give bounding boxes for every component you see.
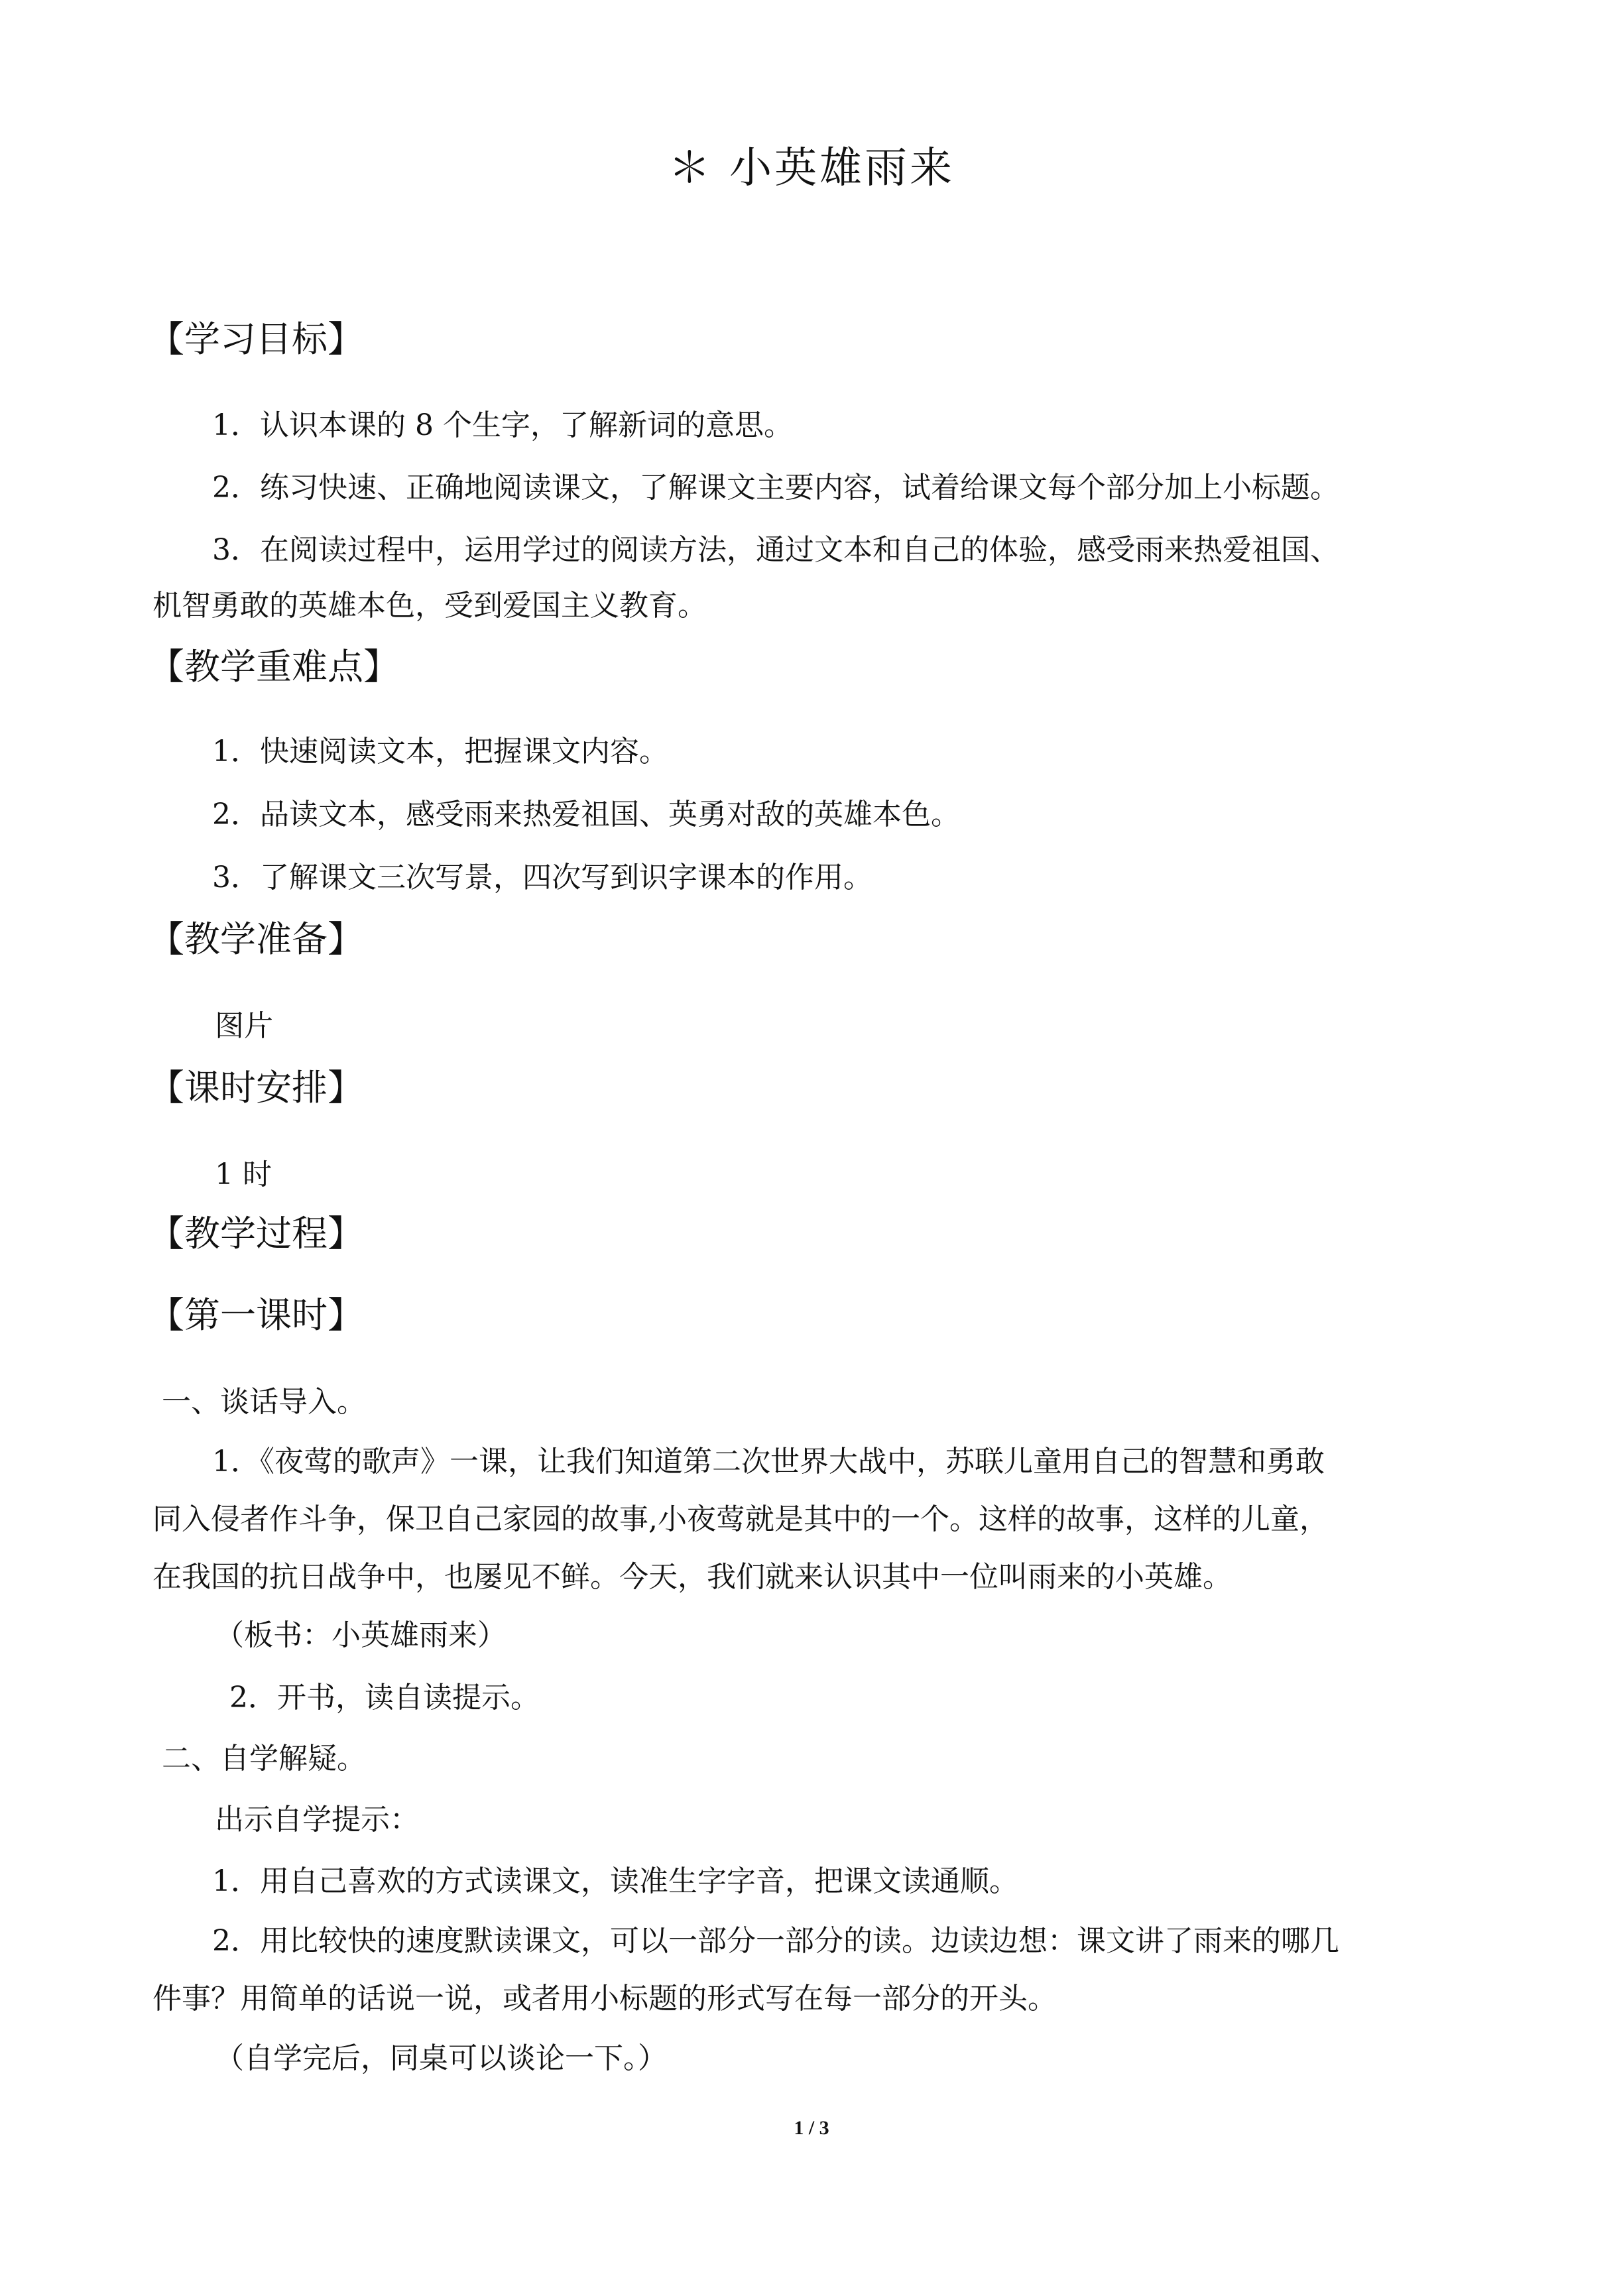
key-point-item-2: 2．品读文本，感受雨来热爱祖国、英勇对敌的英雄本色。 <box>212 798 960 831</box>
goal-item-3: 3．在阅读过程中，运用学过的阅读方法，通过文本和自己的体验，感受雨来热爱祖国、 <box>212 533 1339 567</box>
document-title: ＊ 小英雄雨来 <box>668 144 955 193</box>
schedule-text: 1 时 <box>215 1158 272 1191</box>
section-heading-goals: 【学习目标】 <box>149 318 363 360</box>
lesson1-paragraph-line-3: 在我国的抗日战争中，也屡见不鲜。今天，我们就来认识其中一位叫雨来的小英雄。 <box>152 1560 1232 1594</box>
lesson1-paragraph-line-1: 1．《夜莺的歌声》一课，让我们知道第二次世界大战中，苏联儿童用自己的智慧和勇敢 <box>212 1445 1325 1479</box>
lesson1-step-1: 一、谈话导入。 <box>162 1385 366 1419</box>
key-point-item-3: 3．了解课文三次写景，四次写到识字课本的作用。 <box>212 861 872 894</box>
section-heading-preparation: 【教学准备】 <box>149 918 363 960</box>
self-study-item-2-continued: 件事？用简单的话说一说，或者用小标题的形式写在每一部分的开头。 <box>152 1982 1057 2016</box>
lesson1-paragraph-line-2: 同入侵者作斗争，保卫自己家园的故事,小夜莺就是其中的一个。这样的故事，这样的儿童， <box>152 1502 1329 1536</box>
section-heading-key-points: 【教学重难点】 <box>149 646 399 688</box>
section-heading-schedule: 【课时安排】 <box>149 1067 363 1109</box>
goal-item-2: 2．练习快速、正确地阅读课文，了解课文主要内容，试着给课文每个部分加上小标题。 <box>212 471 1339 505</box>
self-study-item-1: 1．用自己喜欢的方式读课文，读准生字字音，把课文读通顺。 <box>212 1864 1018 1898</box>
board-note: （板书：小英雄雨来） <box>215 1618 507 1652</box>
self-study-item-2: 2．用比较快的速度默读课文，可以一部分一部分的读。边读边想：课文讲了雨来的哪几 <box>212 1924 1339 1958</box>
section-heading-lesson1: 【第一课时】 <box>149 1294 363 1336</box>
lesson1-step-1-2: 2．开书，读自读提示。 <box>229 1681 540 1715</box>
self-study-note: （自学完后，同桌可以谈论一下。） <box>215 2041 667 2075</box>
section-heading-process: 【教学过程】 <box>149 1213 363 1254</box>
key-point-item-1: 1．快速阅读文本，把握课文内容。 <box>212 735 668 768</box>
goal-item-1: 1．认识本课的 8 个生字，了解新词的意思。 <box>212 408 793 442</box>
preparation-text: 图片 <box>215 1009 273 1043</box>
self-study-prompt-label: 出示自学提示： <box>215 1803 419 1837</box>
page-number: 1 / 3 <box>794 2117 829 2139</box>
lesson1-step-2: 二、自学解疑。 <box>162 1742 366 1776</box>
goal-item-3-continued: 机智勇敢的英雄本色，受到爱国主义教育。 <box>152 589 707 623</box>
